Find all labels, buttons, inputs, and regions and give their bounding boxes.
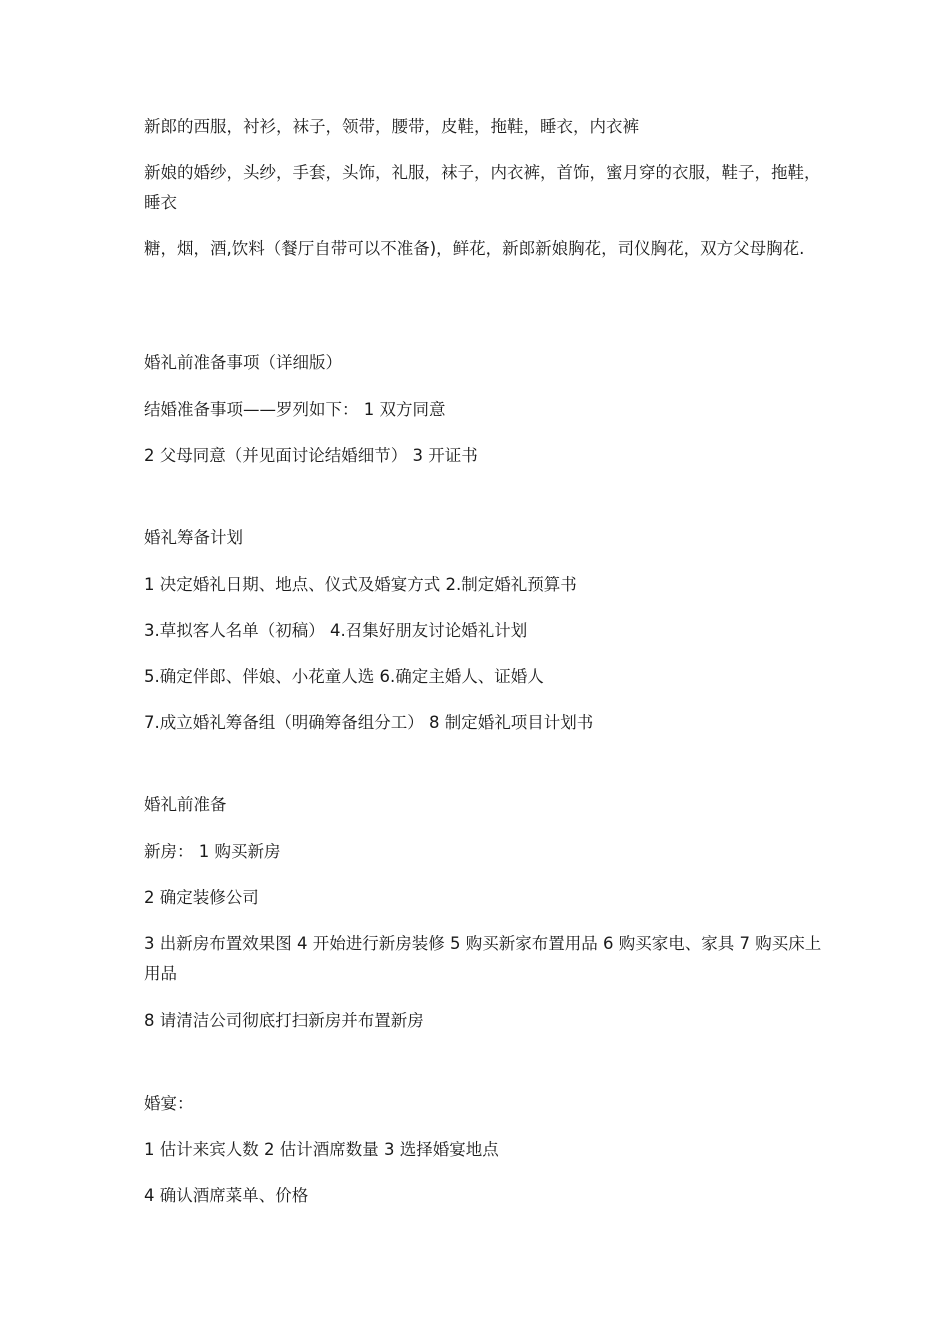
heading-pre-wedding: 婚礼前准备	[144, 795, 227, 814]
new-house-line-3: 3 出新房布置效果图 4 开始进行新房装修 5 购买新家布置用品 6 购买家电、家具 7 购买床上用品	[144, 934, 822, 983]
planning-line-3: 5.确定伴郎、伴娘、小花童人选 6.确定主婚人、证婚人	[144, 667, 544, 686]
bride-items-text: 新娘的婚纱，头纱，手套，头饰，礼服，袜子，内衣裤，首饰，蜜月穿的衣服，鞋子，拖鞋，睡衣	[144, 163, 821, 212]
banquet-line-1: 1 估计来宾人数 2 估计酒席数量 3 选择婚宴地点	[144, 1140, 499, 1159]
planning-line-1: 1 决定婚礼日期、地点、仪式及婚宴方式 2.制定婚礼预算书	[144, 575, 577, 594]
supplies-text: 糖，烟，酒,饮料（餐厅自带可以不准备)，鲜花，新郎新娘胸花，司仪胸花，双方父母胸花.	[144, 239, 805, 258]
banquet-line-2: 4 确认酒席菜单、价格	[144, 1186, 309, 1205]
planning-line-2: 3.草拟客人名单（初稿） 4.召集好朋友讨论婚礼计划	[144, 621, 528, 640]
heading-prep-details: 婚礼前准备事项（详细版）	[144, 353, 342, 372]
heading-planning: 婚礼筹备计划	[144, 528, 243, 547]
new-house-line-1: 新房： 1 购买新房	[144, 842, 281, 861]
planning-line-4: 7.成立婚礼筹备组（明确筹备组分工） 8 制定婚礼项目计划书	[144, 713, 594, 732]
heading-banquet: 婚宴：	[144, 1094, 194, 1113]
prep-list-line-1: 结婚准备事项——罗列如下： 1 双方同意	[144, 400, 446, 419]
groom-items-text: 新郎的西服，衬衫，袜子，领带，腰带，皮鞋，拖鞋，睡衣，内衣裤	[144, 117, 639, 136]
new-house-line-2: 2 确定装修公司	[144, 888, 259, 907]
prep-list-line-2: 2 父母同意（并见面讨论结婚细节） 3 开证书	[144, 446, 478, 465]
new-house-line-4: 8 请清洁公司彻底打扫新房并布置新房	[144, 1011, 424, 1030]
